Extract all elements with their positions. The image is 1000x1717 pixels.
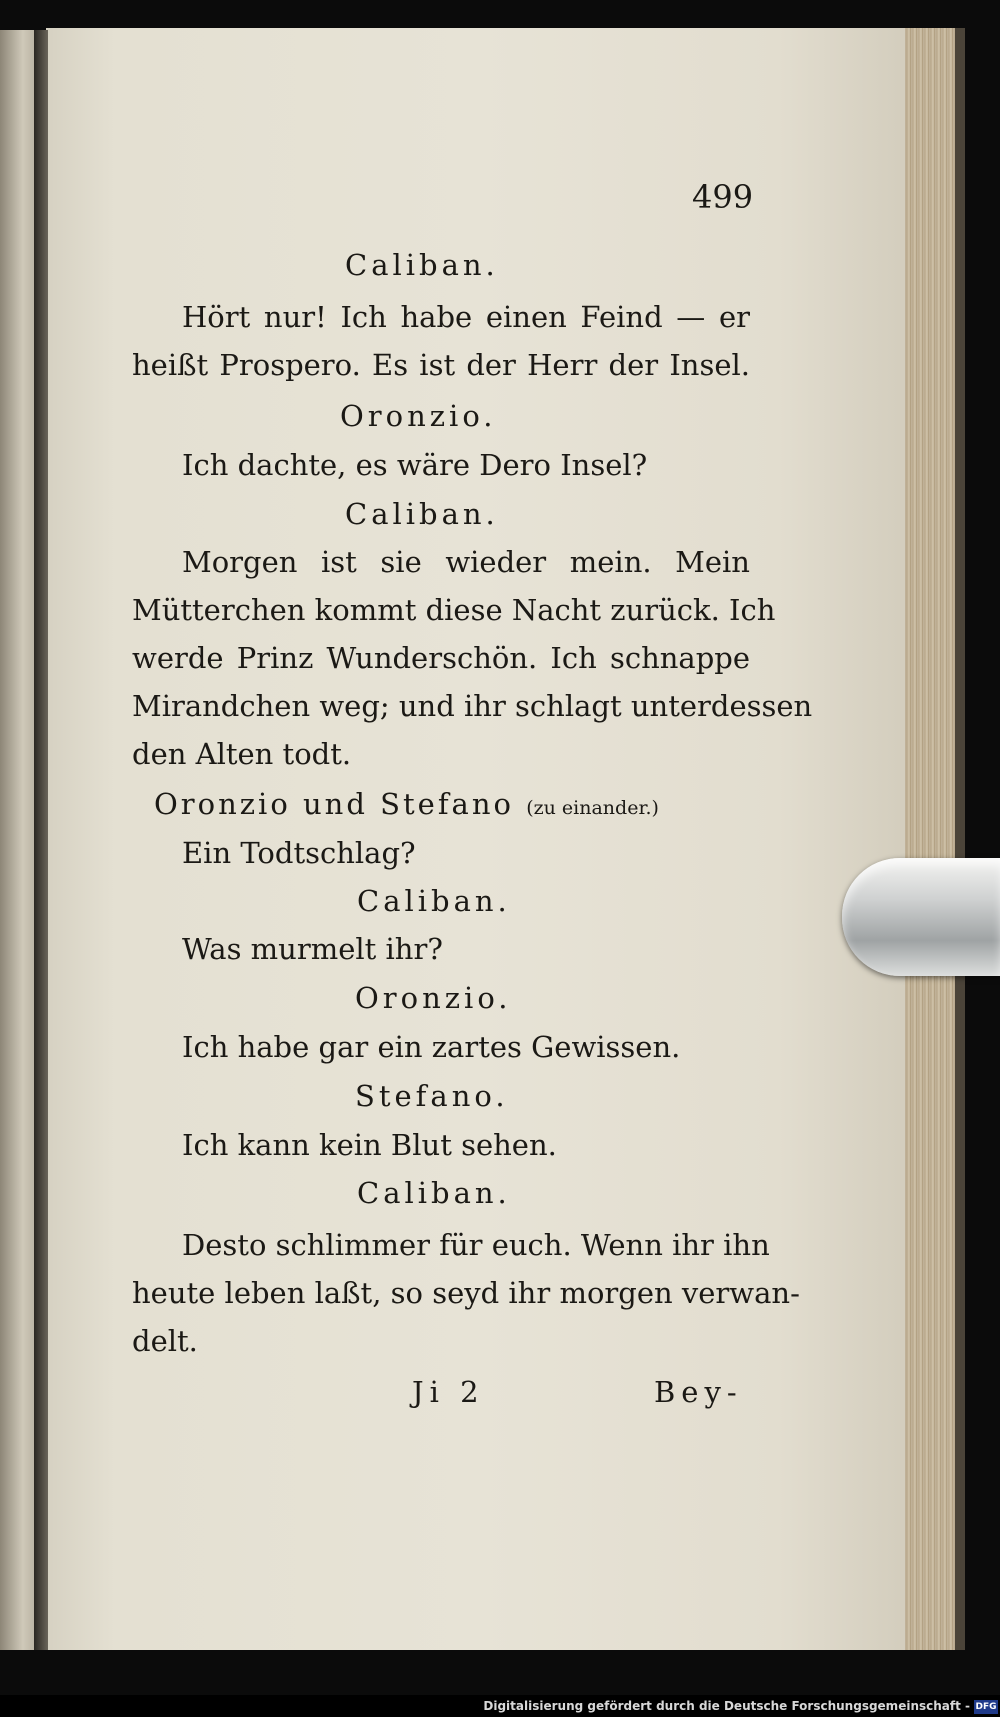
speaker-name: Caliban. xyxy=(357,884,511,918)
speaker-names: Oronzio und Stefano xyxy=(154,787,514,821)
signature-mark: Ji 2 xyxy=(412,1375,485,1409)
text-line: Ich kann kein Blut sehen. xyxy=(182,1128,557,1162)
page-edge-shadow xyxy=(955,28,965,1650)
text-line: Ich habe gar ein zartes Gewissen. xyxy=(182,1030,681,1064)
speaker-name xyxy=(154,787,659,821)
text-line: Hört nur! Ich habe einen Feind — er xyxy=(182,300,750,334)
text-line: Ein Todtschlag? xyxy=(182,836,416,870)
text-line: heißt Prospero. Es ist der Herr der Insel. xyxy=(132,348,750,382)
speaker-name: Stefano. xyxy=(355,1079,509,1113)
text-line: werde Prinz Wunderschön. Ich schnappe xyxy=(132,641,750,675)
page-number: 499 xyxy=(692,178,754,216)
text-line: den Alten todt. xyxy=(132,737,352,771)
speaker-name: Caliban. xyxy=(345,497,499,531)
text-line: Mütterchen kommt diese Nacht zurück. Ich xyxy=(132,593,776,627)
book-gutter xyxy=(34,30,48,1650)
speaker-name: Oronzio. xyxy=(355,981,512,1015)
dfg-logo-icon: DFG xyxy=(975,1702,997,1712)
page-text xyxy=(132,0,813,1717)
speaker-name: Oronzio. xyxy=(340,399,497,433)
text-line: delt. xyxy=(132,1324,198,1358)
catchword: Bey- xyxy=(654,1375,743,1409)
text-line: Desto schlimmer für euch. Wenn ihr ihn xyxy=(182,1228,770,1262)
footer-credit: Digitalisierung gefördert durch die Deutsche Forschungsgemeinschaft - xyxy=(483,1699,970,1713)
stage-direction: (zu einander.) xyxy=(526,797,659,819)
left-page-edge xyxy=(0,30,38,1650)
speaker-name: Caliban. xyxy=(357,1176,511,1210)
text-line: heute leben laßt, so seyd ihr morgen verwan- xyxy=(132,1276,800,1310)
text-line: Was murmelt ihr? xyxy=(182,932,443,966)
page-clip xyxy=(842,858,1000,976)
speaker-name: Caliban. xyxy=(345,248,499,282)
text-line: Ich dachte, es wäre Dero Insel? xyxy=(182,448,648,482)
page-edges xyxy=(905,28,960,1650)
text-line: Morgen ist sie wieder mein. Mein xyxy=(182,545,750,579)
text-line: Mirandchen weg; und ihr schlagt unterdessen xyxy=(132,689,813,723)
